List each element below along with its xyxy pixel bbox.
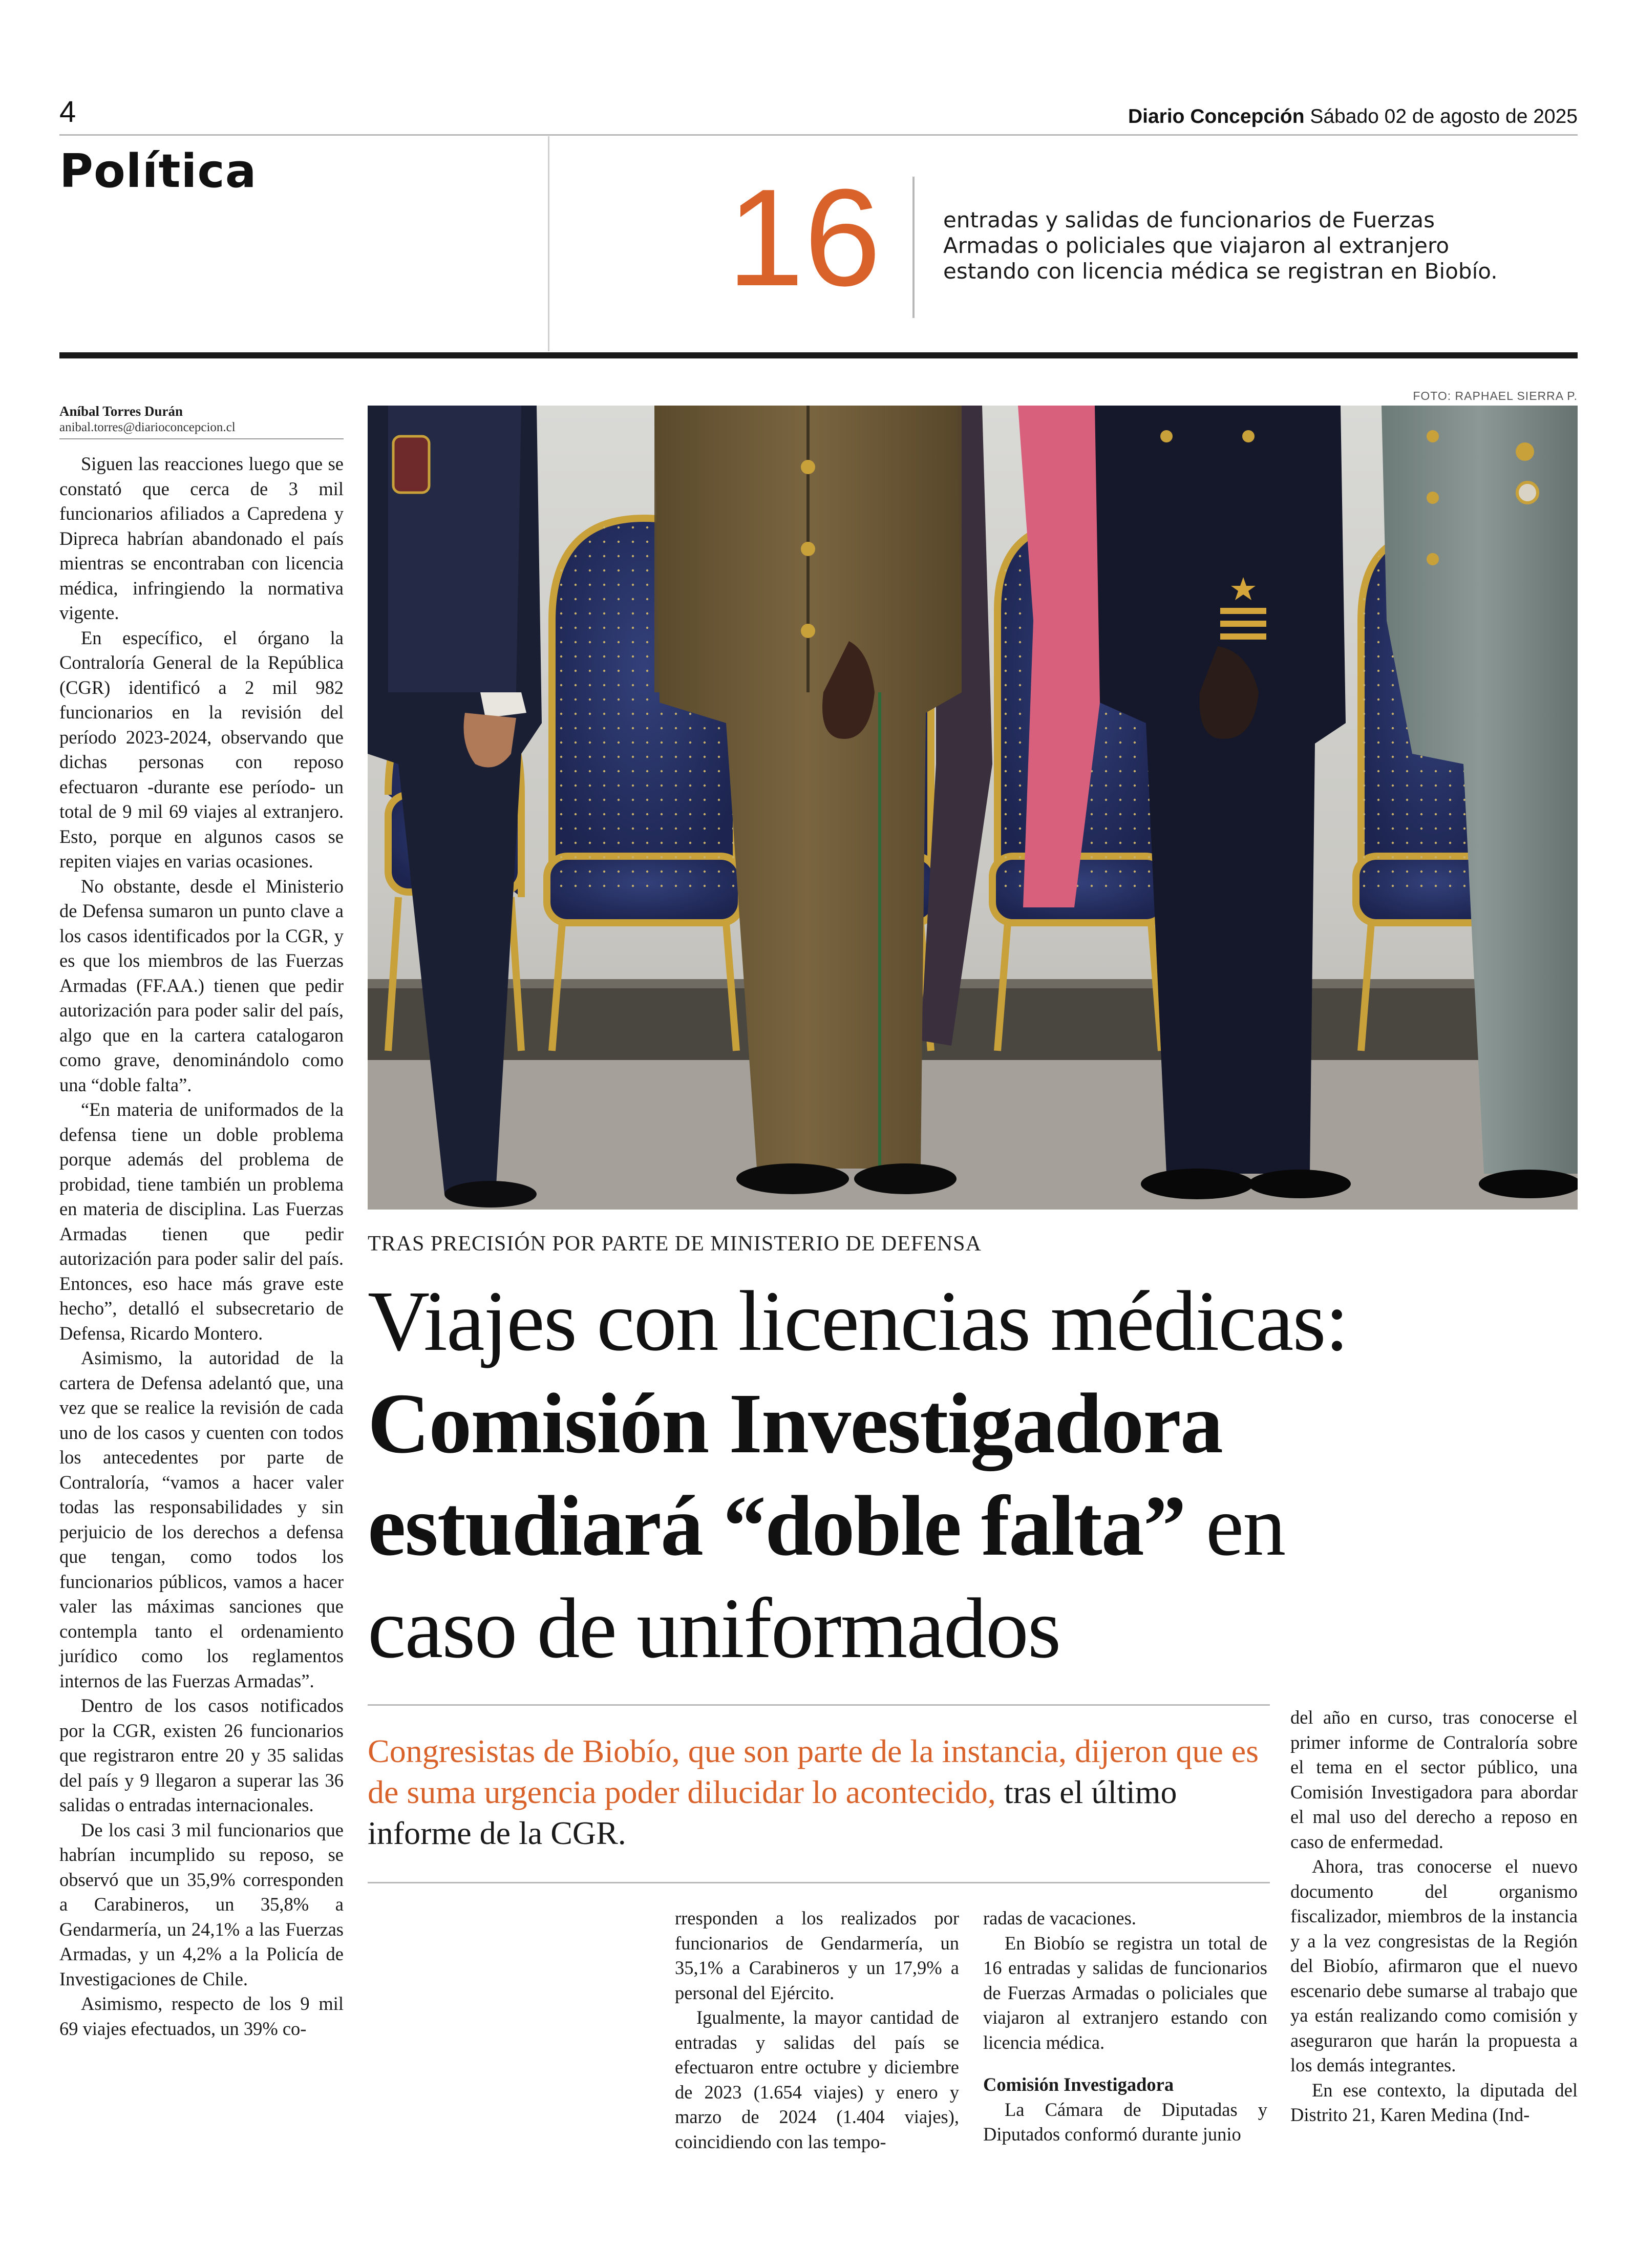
- paragraph: “En materia de uniformados de la defensa tiene un doble problema porque además del problema de probidad, tiene también un problema en materia de disciplina. Las Fuerzas Armadas tienen que pedir autorización para poder salir del país. Entonces, eso hace más grave este hecho”, detalló el subsecretario de Defensa, Ricardo Montero.: [59, 1099, 344, 1344]
- paragraph: del año en curso, tras conocerse el primer informe de Contraloría sobre el tema en el sector público, una Comisión Investigadora para abordar el mal uso del derecho a reposo en caso de enfermedad.: [1290, 1707, 1578, 1852]
- headline-bold: Comisión Investigadora estudiará “doble falta”: [368, 1376, 1222, 1574]
- article-photo: [368, 406, 1578, 1210]
- factbox-text: entradas y salidas de funcionarios de Fuerzas Armadas o policiales que viajaron al extranjero estando con licencia médica se registran en Biobío.: [943, 207, 1498, 284]
- byline-email: anibal.torres@diarioconcepcion.cl: [59, 420, 236, 434]
- paragraph: No obstante, desde el Ministerio de Defensa sumaron un punto clave a los casos identificados por la CGR, y es que los miembros de las Fuerzas Armadas (FF.AA.) tienen que pedir autorización para poder salir del país, algo que en la cartera catalogaron como grave, denominándolo como una “doble falta”.: [59, 875, 344, 1095]
- header-divider: [548, 136, 549, 351]
- deck-rule-top: [368, 1704, 1270, 1706]
- photo-credit: FOTO: RAPHAEL SIERRA P.: [1413, 389, 1578, 402]
- byline-author: Aníbal Torres Durán: [59, 404, 183, 419]
- paragraph: En Biobío se registra un total de 16 entradas y salidas de funcionarios de Fuerzas Armadas o policiales que viajaron al extranjero estando con licencia médica.: [983, 1932, 1267, 2053]
- article-column-4: [983, 1906, 1267, 2147]
- factbox-divider: [912, 177, 915, 318]
- uniformed-officers-illustration: [368, 406, 1578, 1210]
- factbox-number: 16: [727, 161, 881, 315]
- paragraph: Dentro de los casos notificados por la CGR, existen 26 funcionarios que registraron entre 20 y 35 salidas del país y 9 llegaron a superar las 36 salidas o entradas internacionales.: [59, 1695, 344, 1815]
- headline-part-1: Viajes con licencias médicas:: [368, 1274, 1348, 1369]
- headline: [368, 1270, 1443, 1680]
- paragraph: De los casi 3 mil funcionarios que habrían incumplido su reposo, se observó que un 35,9% corresponden a Carabineros, un 35,8% a Gendarmería, un 24,1% a las Fuerzas Armadas, y un 4,2% a la Policía de Investigaciones de Chile.: [59, 1819, 344, 1989]
- section-title: Política: [59, 144, 257, 198]
- article-column-3: [675, 1906, 959, 2154]
- article-column-5: [1290, 1705, 1578, 2128]
- subheading: Comisión Investigadora: [983, 2074, 1174, 2095]
- byline-rule: [59, 438, 344, 439]
- paragraph: La Cámara de Diputadas y Diputados conformó durante junio: [983, 2099, 1267, 2145]
- paragraph: Asimismo, respecto de los 9 mil 69 viajes efectuados, un 39% co-: [59, 1993, 344, 2039]
- paragraph: rresponden a los realizados por funcionarios de Gendarmería, un 35,1% a Carabineros y un 17,9% a personal del Ejército.: [675, 1907, 959, 2003]
- deck-rule-bottom: [368, 1882, 1270, 1883]
- header-rule: [59, 134, 1578, 136]
- page-number: 4: [59, 95, 76, 129]
- deck-rest: tras el último informe de la CGR.: [368, 1774, 1177, 1851]
- header-bottom-rule: [59, 352, 1578, 358]
- masthead: [1128, 107, 1578, 126]
- paragraph: Igualmente, la mayor cantidad de entradas y salidas del país se efectuaron entre octubre y diciembre de 2023 (1.654 viajes) y enero y marzo de 2024 (1.404 viajes), coincidiendo con las tempo-: [675, 2007, 959, 2152]
- paragraph: radas de vacaciones.: [983, 1907, 1136, 1928]
- paragraph: Siguen las reacciones luego que se constató que cerca de 3 mil funcionarios afiliados a Capredena y Dipreca habrían abandonado el país mientras se encontraban con licencia médica, infringiendo la normativa vigente.: [59, 453, 344, 623]
- deck-highlight: Congresistas de Biobío, que son parte de la instancia, dijeron que es de suma urgencia poder dilucidar lo acontecido,: [368, 1733, 1259, 1810]
- paragraph: Asimismo, la autoridad de la cartera de Defensa adelantó que, una vez que se realice la revisión de cada uno de los casos y cuenten con todos los antecedentes por parte de Contraloría, “vamos a hacer valer todas las responsabilidades y sin perjuicio de los derechos a defensa que tengan, como todos los funcionarios públicos, vamos a hacer valer las máximas sanciones que contempla tanto el ordenamiento jurídico como los reglamentos internos de las Fuerzas Armadas”.: [59, 1347, 344, 1691]
- paragraph: En ese contexto, la diputada del Distrito 21, Karen Medina (Ind-: [1290, 2079, 1578, 2125]
- article-column-1: [59, 452, 344, 2041]
- deck: [368, 1731, 1270, 1854]
- kicker: TRAS PRECISIÓN POR PARTE DE MINISTERIO DE DEFENSA: [368, 1232, 982, 1256]
- paragraph: En específico, el órgano la Contraloría General de la República (CGR) identificó a 2 mil 982 funcionarios en la revisión del período 2023-2024, observando que dichas personas con reposo efectuaron -durante ese período- un total de 9 mil 69 viajes al extranjero. Esto, porque en algunos casos se repiten viajes en varias ocasiones.: [59, 627, 344, 872]
- headline-part-2: en caso de uniformados: [368, 1478, 1285, 1676]
- newspaper-name: Diario Concepción: [1128, 105, 1305, 128]
- issue-date: Sábado 02 de agosto de 2025: [1310, 105, 1578, 128]
- paragraph: Ahora, tras conocerse el nuevo documento del organismo fiscalizador, miembros de la instancia y a la vez congresistas de la Región del Biobío, afirmaron que el nuevo escenario debe sumarse al trabajo que ya están realizando como comisión y aseguraron que harán la propuesta a los demás integrantes.: [1290, 1856, 1578, 2075]
